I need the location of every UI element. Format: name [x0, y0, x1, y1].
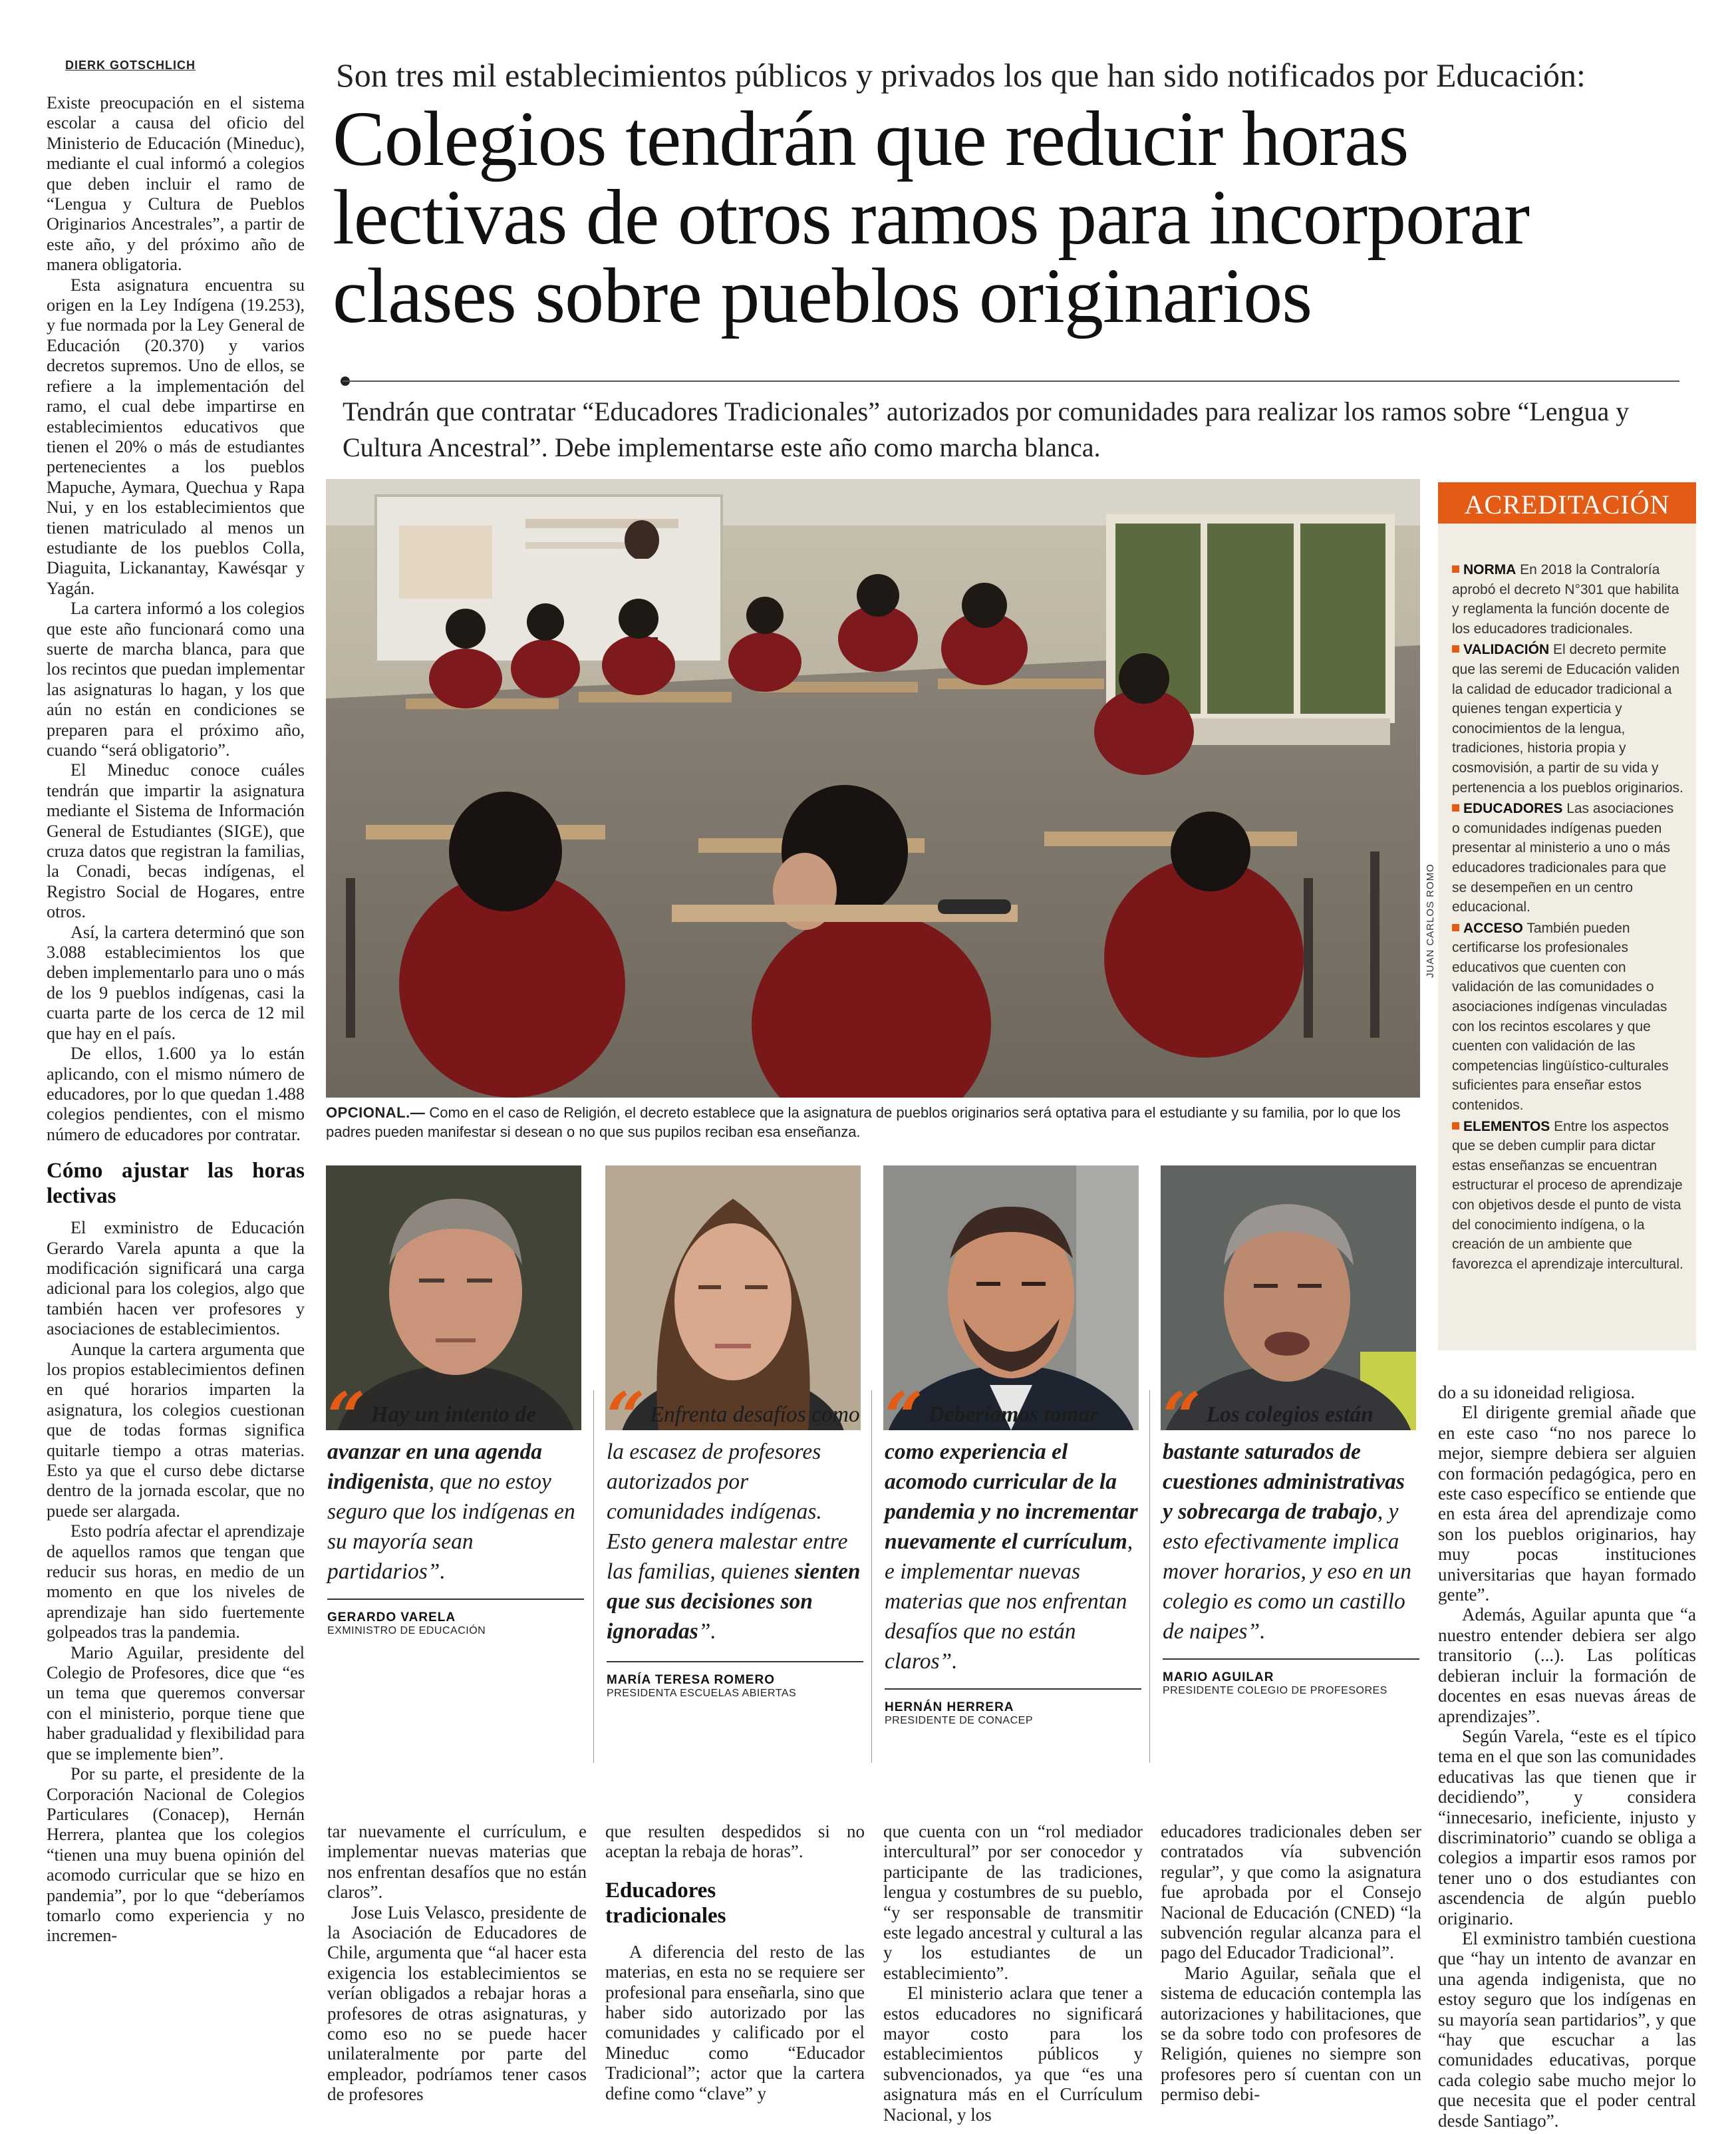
- headline-line-1: Colegios tendrán que reducir horas: [333, 95, 1409, 182]
- quote-mark-icon: “: [607, 1378, 645, 1456]
- sidebar-content: [1452, 560, 1683, 1275]
- quote-author: GERARDO VARELA: [327, 1610, 456, 1624]
- paragraph: Por su parte, el presidente de la Corporación Nacional de Colegios Particulares (Conacep), Hernán Herrera, plantea que los colegios “tienen una muy buena opinión del acomodo curricular que se hizo en pandemia”, por lo que “deberíamos tomarlo como experiencia y no incremen-: [47, 1764, 305, 1946]
- paragraph: El exministro de Educación Gerardo Varela apunta a que la modificación significará una carga adicional para los colegios, algo que también hacen ver profesores y asociaciones de establecimientos.: [47, 1218, 305, 1339]
- paragraph: De ellos, 1.600 ya lo están aplicando, con el mismo número de educadores, por lo que quedan 1.488 colegios pendientes, con el mismo número de educadores por contratar.: [47, 1044, 305, 1144]
- paragraph: El exministro también cuestiona que “hay un intento de avanzar en una agenda indigenista, que no estoy seguro que los indígenas en su mayoría sean partidarios”, y que “hay que escuchar a las comunidades educativas, porque cada colegio sabe mucho mejor lo que necesita que el poder central desde Santiago”.: [1438, 1928, 1696, 2131]
- subheading: Educadores tradicionales: [605, 1878, 726, 1928]
- paragraph: Esta asignatura encuentra su origen en la Ley Indígena (19.253), y fue normada por la Ley General de Educación (20.370) y varios decretos supremos. Uno de ellos, se refiere a la implementación del ramo, el cual debe impartirse en establecimientos educativos que tienen el 20% o más de estudiantes pertenecientes a los pueblos Mapuche, Aymara, Quechua y Rapa Nui, y en los establecimientos que tienen matriculado al menos un estudiante de los pueblos Colla, Diaguita, Lickanantay, Kawésqar y Yagán.: [47, 275, 305, 598]
- paragraph: Según Varela, “este es el típico tema en el que son las comunidades educativas las que tienen que ir decidiendo”, y considera “innecesario, ineficiente, injusto y discriminatorio” cuando se obliga a colegios a impartir esos ramos por tener uno o dos estudiantes con ascendencia de algún pueblo originario.: [1438, 1726, 1696, 1928]
- paragraph: do a su idoneidad religiosa.: [1438, 1382, 1636, 1402]
- paragraph: que cuenta con un “rol mediador intercultural” por ser conocedor y participante de las tradiciones, lengua y costumbres de su pueblo, “y ser responsable de transmitir este legado ancestral y cultural a las y los estudiantes de un establecimiento”.: [883, 1821, 1143, 1983]
- headline-line-2: lectivas de otros ramos para incorporar: [333, 174, 1530, 261]
- byline: DIERK GOTSCHLICH: [65, 59, 196, 72]
- quote-author-role: EXMINISTRO DE EDUCACIÓN: [327, 1625, 486, 1636]
- article-column-3: [605, 1821, 865, 2103]
- deck: Tendrán que contratar “Educadores Tradicionales” autorizados por comunidades para realizar los ramos sobre “Lengua y Cultura Ancestral”. Debe implementarse este año como marcha blanca.: [343, 396, 1630, 462]
- sidebar-item: NORMA En 2018 la Contraloría aprobó el decreto N°301 que habilita y reglamenta la función docente de los educadores tradicionales.: [1452, 562, 1679, 637]
- quote-author-role: PRESIDENTA ESCUELAS ABIERTAS: [607, 1688, 797, 1699]
- quote-mark-icon: “: [885, 1378, 923, 1456]
- sidebar-item: ACCESO También pueden certificarse los profesionales educativos que cuenten con validación de las comunidades o asociaciones indígenas vinculadas con los recintos escolares y que cuenten con validación de las competencias lingüístico-culturales suficientes para enseñar estos contenidos.: [1452, 920, 1669, 1114]
- square-bullet-icon: [1452, 565, 1459, 573]
- quote-author-role: PRESIDENTE DE CONACEP: [885, 1715, 1033, 1726]
- kicker: Son tres mil establecimientos públicos y privados los que han sido notificados por Educación:: [336, 57, 1586, 94]
- caption-label: OPCIONAL.—: [326, 1104, 426, 1121]
- quote-author-role: PRESIDENTE COLEGIO DE PROFESORES: [1163, 1685, 1387, 1696]
- classroom-photo: [326, 479, 1420, 1098]
- quote-rule: [1163, 1658, 1419, 1660]
- article-column-2: [327, 1821, 587, 2105]
- sidebar-item: EDUCADORES Las asociaciones o comunidades indígenas pueden presentar al ministerio a uno o más educadores tradicionales para que se desempeñen en un centro educacional.: [1452, 801, 1674, 915]
- square-bullet-icon: [1452, 924, 1459, 931]
- paragraph: El ministerio aclara que tener a estos educadores no significará mayor costo para los establecimientos públicos y subvencionados, ya que “es una asignatura más en el Currículum Nacional, y los: [883, 1983, 1143, 2125]
- square-bullet-icon: [1452, 804, 1459, 812]
- paragraph: que resulten despedidos si no aceptan la rebaja de horas”.: [605, 1821, 865, 1862]
- quote-block-3: [885, 1378, 1141, 1727]
- paragraph: tar nuevamente el currículum, e implementar nuevas materias que nos enfrentan desafíos que no están claros”.: [327, 1821, 587, 1903]
- article-column-6: [1438, 1382, 1696, 2131]
- pull-quote: “ Enfrenta desafíos como la escasez de profesores autorizados por comunidades indígenas. Esto genera malestar entre las familias, quienes sienten que sus decisiones son ignoradas”.: [607, 1378, 861, 1644]
- pull-quote: “ Deberíamos tomar como experiencia el acomodo curricular de la pandemia y no incrementar nuevamente el currículum, e implementar nuevas materias que nos enfrentan desafíos que no están claros”.: [885, 1378, 1138, 1674]
- classroom-illustration: [326, 479, 1420, 1098]
- photo-caption: [326, 1103, 1423, 1142]
- sidebar-item: VALIDACIÓN El decreto permite que las seremi de Educación validen la calidad de educador tradicional a quienes tengan experticia y conocimientos de la lengua, tradiciones, historia propia y cosmovisión, a partir de su vida y pertenencia a los pueblos originarios.: [1452, 642, 1683, 796]
- caption-text: Como en el caso de Religión, el decreto establece que la asignatura de pueblos originarios será optativa para el estudiante y su familia, por lo que los padres pueden manifestar si desean o no que sus pupilos reciban esa enseñanza.: [326, 1104, 1401, 1140]
- paragraph: Mario Aguilar, señala que el sistema de educación contempla las autorizaciones y habilitaciones, que se da sobre todo con profesores de Religión, quienes no siempre son profesores pero sí cuentan con un permiso debi-: [1161, 1962, 1421, 2105]
- paragraph: Además, Aguilar apunta que “a nuestro entender debiera ser algo transitorio (...). Las políticas debieran incluir la formación de docentes en esas nuevas áreas de aprendizajes”.: [1438, 1604, 1696, 1726]
- column-rule: [593, 1390, 594, 1763]
- paragraph: Jose Luis Velasco, presidente de la Asociación de Educadores de Chile, argumenta que “al hacer esta exigencia los establecimientos se verían obligados a rebajar horas a profesores de otras asignaturas, y como eso no se puede hacer unilateralmente por parte del empleador, podríamos tener casos de profesores: [327, 1902, 587, 2105]
- column-rule: [871, 1390, 872, 1763]
- article-column-4: [883, 1821, 1143, 2125]
- sidebar-item: ELEMENTOS Entre los aspectos que se deben cumplir para dictar estas enseñanzas se encuentran estructurar el proceso de aprendizaje con objetivos desde el punto de vista del conocimiento indígena, o la creación de un ambiente que favorezca el aprendizaje intercultural.: [1452, 1118, 1683, 1272]
- photo-credit: JUAN CARLOS ROMO: [1425, 863, 1436, 978]
- headline-rule: [343, 381, 1679, 382]
- subheading: Cómo ajustar las horas lectivas: [47, 1159, 305, 1209]
- paragraph: educadores tradicionales deben ser contratados vía subvención regular”, y que como la asignatura fue aprobada por el Consejo Nacional de Educación (CNED) “la subvención regular alcanza para el pago del Educador Tradicional”.: [1161, 1821, 1421, 1963]
- article-column-5: [1161, 1821, 1421, 2105]
- quote-author: MARIO AGUILAR: [1163, 1670, 1274, 1684]
- square-bullet-icon: [1452, 1122, 1459, 1130]
- paragraph: A diferencia del resto de las materias, en esta no se requiere ser profesional para enseñarla, sino que haber sido autorizado por las comunidades y calificado por el Mineduc como “Educador Tradicional”; actor que la cartera define como “clave” y: [605, 1941, 865, 2103]
- quote-block-4: [1163, 1378, 1419, 1697]
- quote-author: HERNÁN HERRERA: [885, 1700, 1014, 1714]
- column-rule: [1149, 1390, 1150, 1763]
- pull-quote: “ Los colegios están bastante saturados de cuestiones administrativas y sobrecarga de trabajo, y esto efectivamente implica mover horarios, y eso en un colegio es como un castillo de naipes”.: [1163, 1378, 1412, 1644]
- quote-author: MARÍA TERESA ROMERO: [607, 1673, 775, 1687]
- headline: [333, 95, 1716, 339]
- quote-rule: [327, 1599, 584, 1600]
- headline-line-3: clases sobre pueblos originarios: [333, 252, 1312, 339]
- quote-block-2: [607, 1378, 863, 1700]
- quote-mark-icon: “: [1163, 1378, 1201, 1456]
- quote-block-1: [327, 1378, 584, 1637]
- paragraph: El Mineduc conoce cuáles tendrán que impartir la asignatura mediante el Sistema de Información General de Estudiantes (SIGE), que cruza datos que registran la familias, la Conadi, becas indígenas, el Registro Social de Hogares, entre otros.: [47, 760, 305, 922]
- quote-rule: [885, 1688, 1141, 1690]
- paragraph: Esto podría afectar el aprendizaje de aquellos ramos que tengan que reducir sus horas, en medio de un momento en que los niveles de aprendizaje han sido fuertemente golpeados tras la pandemia.: [47, 1521, 305, 1642]
- paragraph: La cartera informó a los colegios que este año funcionará como una suerte de marcha blanca, para que los recintos que puedan implementar las asignaturas lo hagan, y los que aún no están en condiciones se preparen para el próximo año, cuando “será obligatorio”.: [47, 599, 305, 760]
- paragraph: Existe preocupación en el sistema escolar a causa del oficio del Ministerio de Educación (Mineduc), mediante el cual informó a colegios que deben incluir el ramo de “Lengua y Cultura de Pueblos Originarios Ancestrales”, a partir de este año, y del próximo año de manera obligatoria.: [47, 93, 305, 275]
- pull-quote: “ Hay un intento de avanzar en una agenda indigenista, que no estoy seguro que los indígenas en su mayoría sean partidarios”.: [327, 1378, 575, 1584]
- paragraph: Así, la cartera determinó que son 3.088 establecimientos los que deben implementarlo para uno o más de los 9 pueblos indígenas, casi la cuarta parte de los cerca de 12 mil que hay en el país.: [47, 922, 305, 1043]
- quote-mark-icon: “: [327, 1378, 366, 1456]
- paragraph: Mario Aguilar, presidente del Colegio de Profesores, dice que “es un tema que queremos conversar con el ministerio, porque tiene que haber gradualidad y flexibilidad para que se implemente bien”.: [47, 1642, 305, 1763]
- quote-rule: [607, 1661, 863, 1662]
- article-column-1: [47, 93, 305, 1946]
- paragraph: Aunque la cartera argumenta que los propios establecimientos definen en qué horarios imparten la asignatura, los colegios cuestionan que de todas formas significa quitarle tiempo a otras materias. Esto ya que el curso debe dictarse dentro de la jornada escolar, que no puede ser alargada.: [47, 1339, 305, 1521]
- square-bullet-icon: [1452, 645, 1459, 653]
- sidebar-title: ACREDITACIÓN: [1438, 486, 1696, 524]
- paragraph: El dirigente gremial añade que en este caso “no nos parece lo mejor, siempre debiera ser alguien con formación pedagógica, pero en este caso específico se entiende que en esta área del aprendizaje como son los pueblos originarios, hay muy pocas instituciones universitarias que hayan formado gente”.: [1438, 1402, 1696, 1605]
